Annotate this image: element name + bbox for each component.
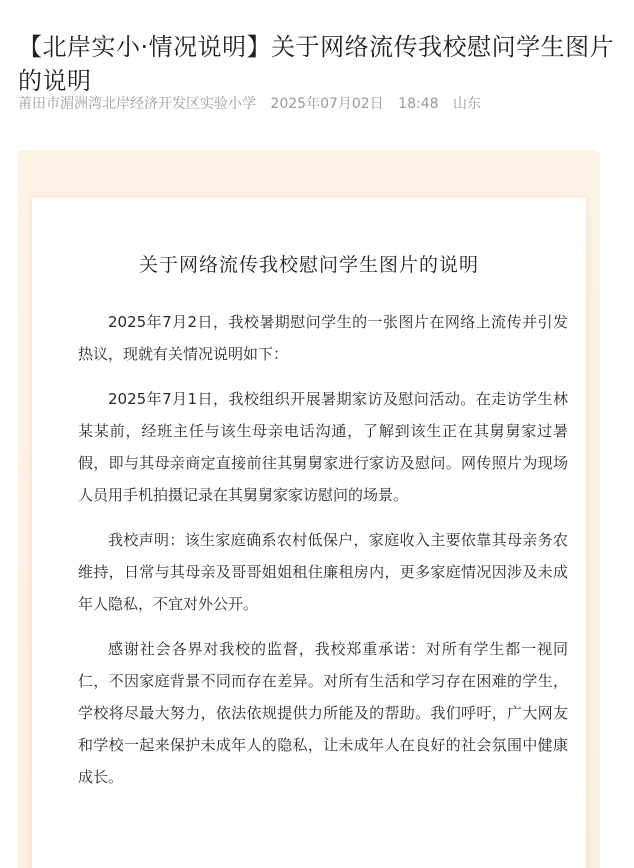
article-meta xyxy=(18,93,491,113)
notice-title: 关于网络流传我校慰问学生图片的说明 xyxy=(138,254,479,276)
notice-paragraph: 感谢社会各界对我校的监督，我校郑重承诺：对所有学生都一视同仁，不因家庭背景不同而存在差异。对所有生活和学习存在困难的学生，学校将尽最大努力，依法依规提供力所能及的帮助。我们呼吁，广大网友和学校一起来保护未成年人的隐私，让未成年人在良好的社会氛围中健康成长。 xyxy=(78,640,568,786)
article-date: 2025年07月02日 xyxy=(270,96,384,112)
notice-paragraph: 2025年7月1日，我校组织开展暑期家访及慰问活动。在走访学生林某某前，经班主任与该生母亲电话沟通，了解到该生正在其舅舅家过暑假，即与其母亲商定直接前往其舅舅家进行家访及慰问。网传照片为现场人员用手机拍摄记录在其舅舅家家访慰问的场景。 xyxy=(78,390,568,504)
article-title: 【北岸实小·情况说明】关于网络流传我校慰问学生图片的说明 xyxy=(18,33,615,96)
notice-paragraph: 我校声明：该生家庭确系农村低保户，家庭收入主要依靠其母亲务农维持，日常与其母亲及哥哥姐姐租住廉租房内，更多家庭情况因涉及未成年人隐私，不宜对外公开。 xyxy=(78,531,568,613)
notice-image xyxy=(32,198,586,868)
article-time: 18:48 xyxy=(398,96,439,112)
notice-paragraph: 2025年7月2日，我校暑期慰问学生的一张图片在网络上流传并引发热议，现就有关情况说明如下： xyxy=(78,313,568,363)
article-source[interactable]: 莆田市湄洲湾北岸经济开发区实验小学 xyxy=(18,96,256,112)
article-location: 山东 xyxy=(452,96,481,112)
notice-body xyxy=(78,306,568,806)
